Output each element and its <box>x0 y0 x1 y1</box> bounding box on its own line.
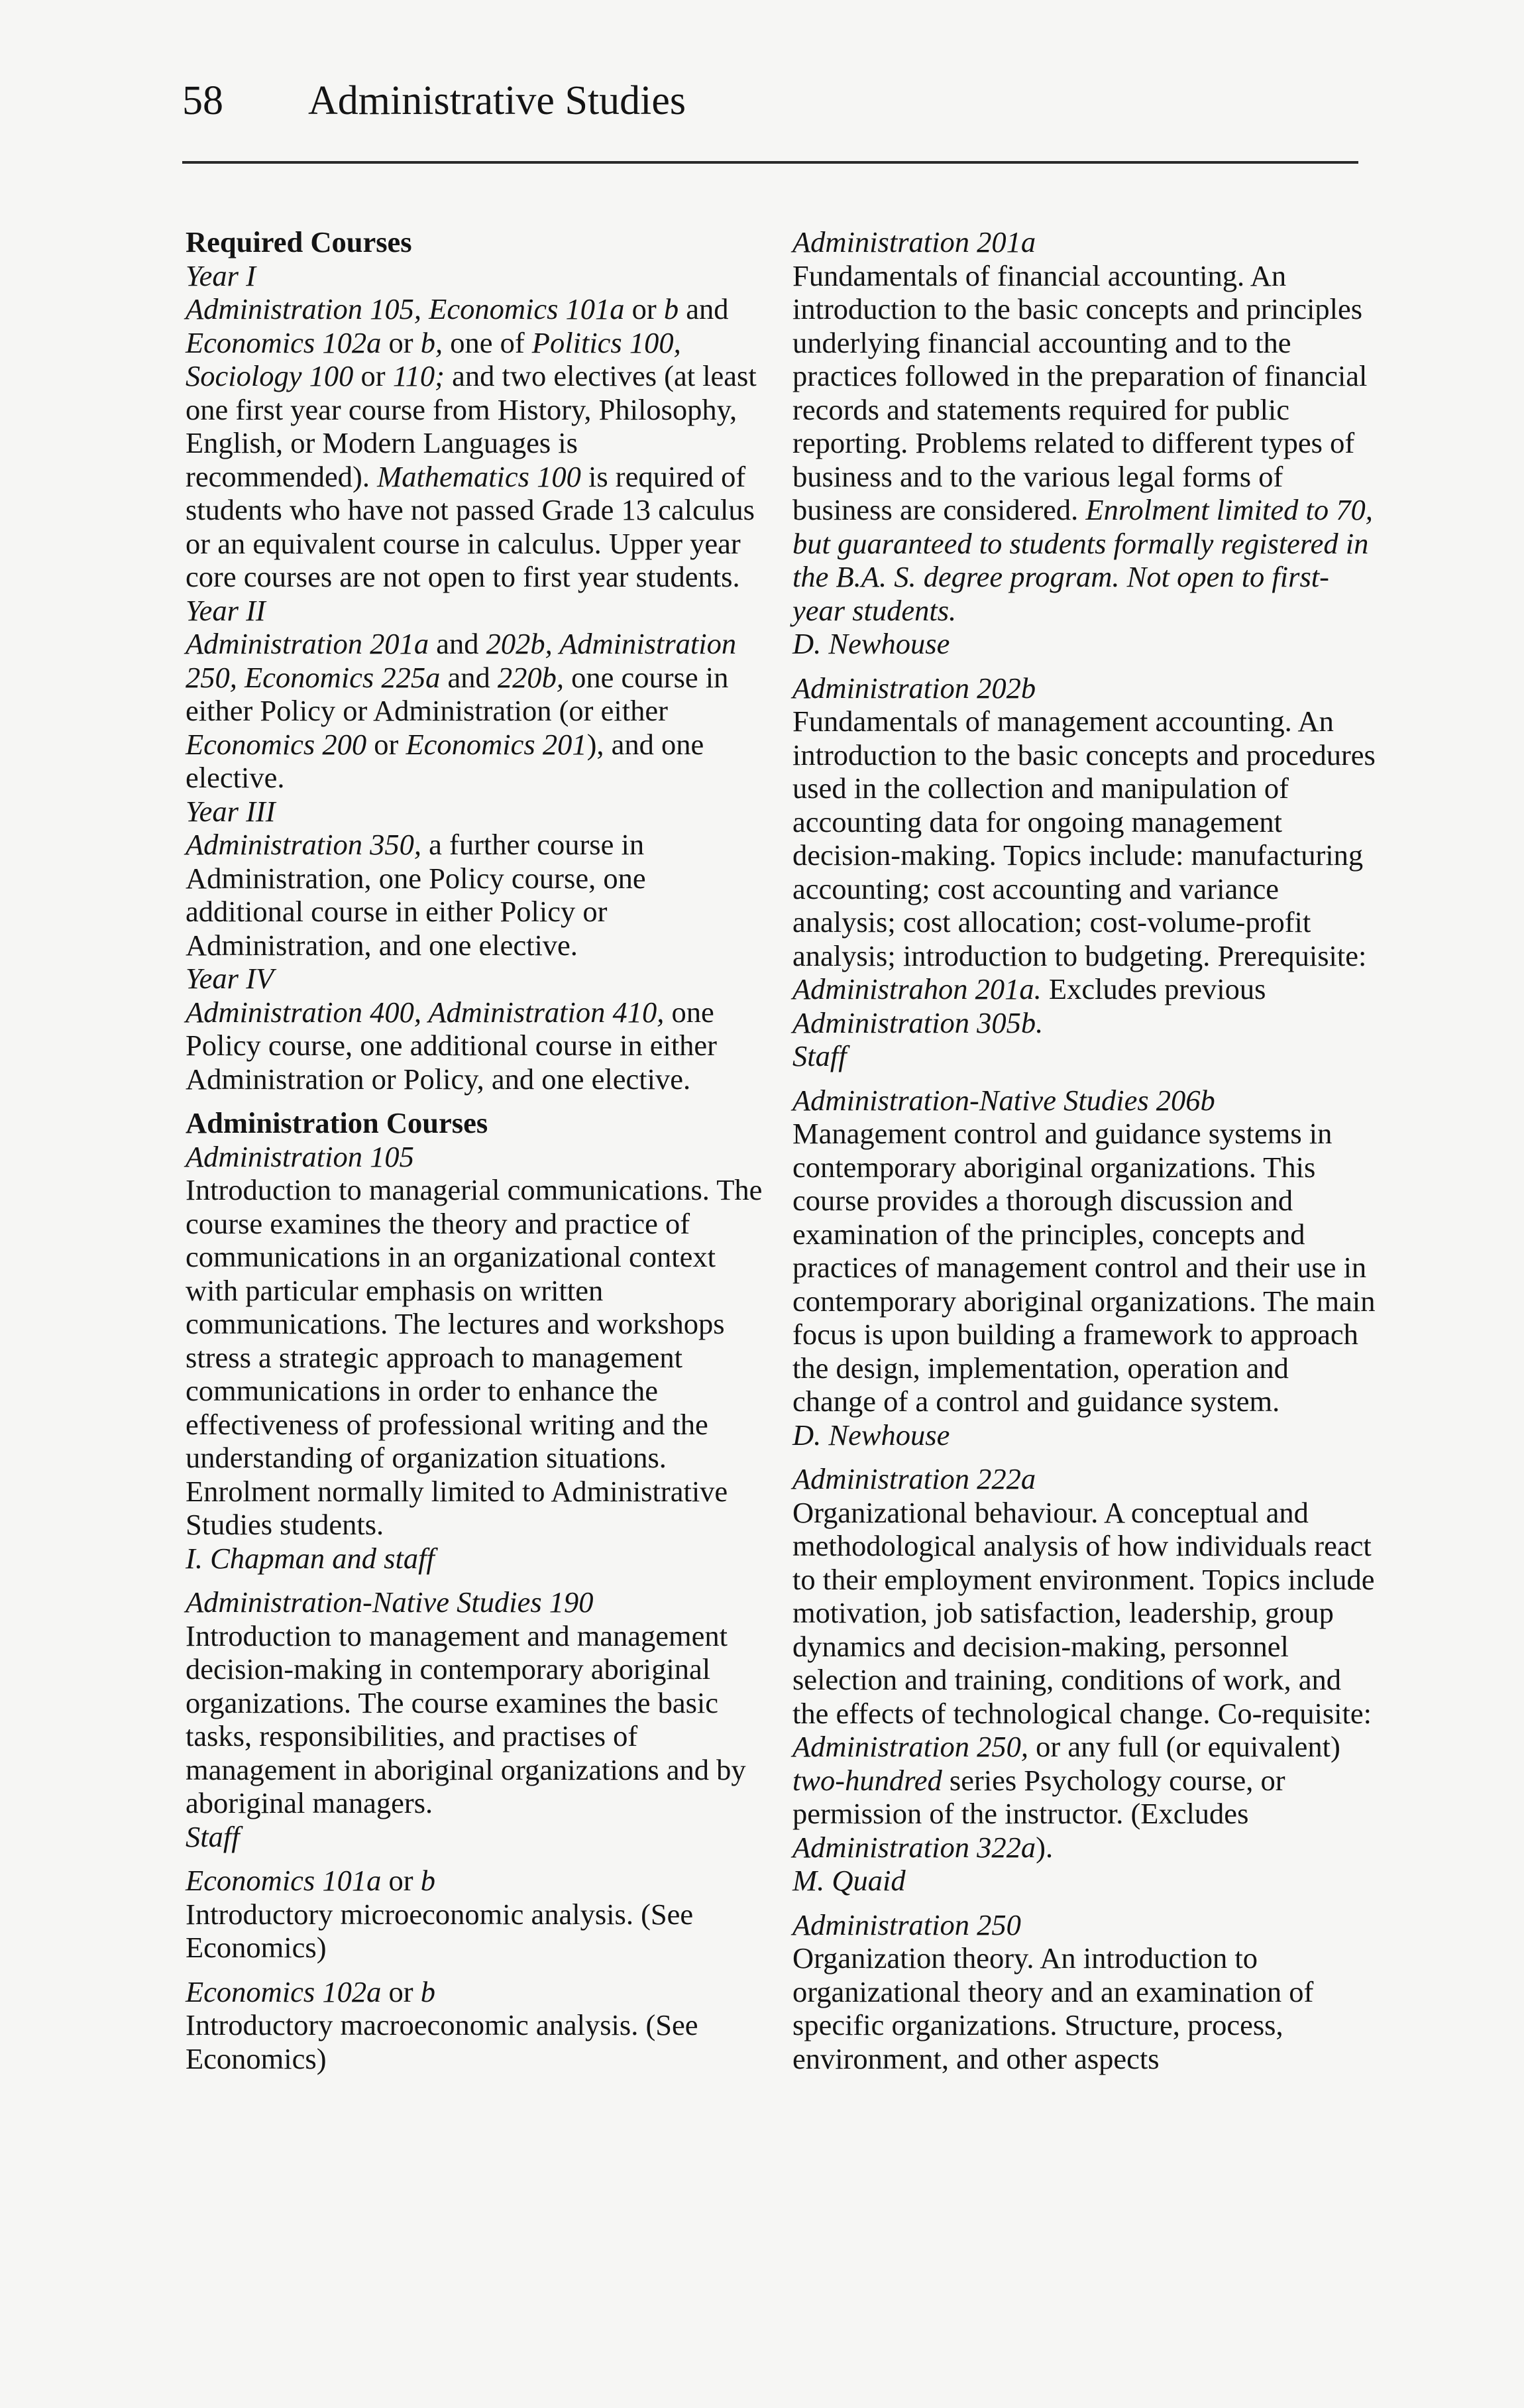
text-segment: a further course in Administration, one Policy course, one additional course in either Policy or Administration, and one elective. <box>186 828 646 962</box>
paragraph <box>186 1173 769 1542</box>
text-segment: b <box>420 1864 435 1897</box>
text-segment: Administration 201a <box>186 627 429 660</box>
right-column <box>792 225 1376 2075</box>
text-segment: Politics 100, Sociology 100 <box>186 325 681 392</box>
paragraph <box>792 1941 1376 2075</box>
text-segment: Administration 250, <box>792 1730 1029 1763</box>
left-column <box>186 225 769 2075</box>
italic-line: Administration-Native Studies 206b <box>792 1083 1215 1117</box>
italic-line: Year I <box>186 258 256 292</box>
header-rule <box>182 161 1358 164</box>
paragraph <box>186 292 769 594</box>
text-segment: Administrahon 201a. <box>792 972 1042 1005</box>
text-segment: b, <box>420 325 443 359</box>
text-segment: one Policy course, one additional course in either Administration or Policy, and one elective. <box>186 995 717 1096</box>
text-segment: is required of students who have not passed Grade 13 calculus or an equivalent course in calculus. Upper year core courses are not open to first year students. <box>186 459 755 593</box>
italic-line: Administration 105 <box>186 1139 414 1173</box>
text-segment: 220b, <box>497 660 565 694</box>
paragraph <box>792 705 1376 1039</box>
text-segment: Economics 101a <box>186 1864 382 1897</box>
italic-line: Staff <box>186 1819 240 1853</box>
text-segment: Introductory microeconomic analysis. (See Economics) <box>186 1897 694 1964</box>
text-segment: series Psychology course, or permission of the instructor. (Excludes <box>792 1763 1285 1830</box>
text-segment: 110; <box>392 359 445 392</box>
paragraph <box>186 828 769 962</box>
italic-line: Administration-Native Studies 190 <box>186 1585 594 1619</box>
text-segment: Administration 322a <box>792 1830 1036 1864</box>
text-segment: and <box>679 292 729 325</box>
text-segment: Administration 350, <box>186 828 422 861</box>
italic-line: Administration 250 <box>792 1908 1021 1941</box>
text-segment: Economics 102a <box>186 1975 382 2008</box>
text-segment: one course in either Policy or Administration (or either <box>186 660 729 727</box>
page-header <box>182 74 1358 127</box>
italic-line: Administration 222a <box>792 1462 1036 1495</box>
text-segment: Economics 200 <box>186 727 367 761</box>
text-segment: Administration 400, Administration 410, <box>186 995 665 1029</box>
italic-line: Administration 201a <box>792 225 1036 258</box>
italic-line: D. Newhouse <box>792 627 950 660</box>
paragraph <box>792 1496 1376 1864</box>
text-segment: b <box>663 292 679 325</box>
paragraph <box>186 1975 769 2009</box>
text-segment: Excludes previous <box>1041 972 1266 1005</box>
text-segment: Management control and guidance systems in contemporary aboriginal organizations. This course provides a thorough discussion and examination of the principles, concepts and practices of management control and their use in contemporary aboriginal organizations. The main focus is upon building a framework to approach the design, implementation, operation and change of a control and guidance system. <box>792 1117 1376 1418</box>
italic-line: M. Quaid <box>792 1864 906 1897</box>
text-segment: or <box>381 1864 421 1897</box>
italic-line: I. Chapman and staff <box>186 1541 435 1575</box>
text-segment: and two electives (at least one first year course from History, Philosophy, English, or Modern Languages is recommended). <box>186 359 757 493</box>
text-segment: one of <box>443 325 532 359</box>
text-segment: Introduction to managerial communications. The course examines the theory and practice of communications in an organizational context with particular emphasis on written communications. The lectures and workshops stress a strategic approach to management communications in order to enhance the effectiveness of professional writing and the understanding of organization situations. Enrolment normally limited to Administrative Studies students. <box>186 1173 763 1541</box>
paragraph <box>792 259 1376 628</box>
text-segment: Economics 102a <box>186 325 382 359</box>
text-segment: or <box>381 1975 421 2008</box>
italic-line: Year II <box>186 593 266 627</box>
italic-line: Year III <box>186 794 276 828</box>
text-segment: or any full (or equivalent) <box>1028 1730 1340 1763</box>
text-segment: b <box>420 1975 435 2008</box>
text-segment: 202b, Administration 250, Economics 225a <box>186 627 737 694</box>
text-segment: Organizational behaviour. A conceptual and methodological analysis of how individuals react to their employment environment. Topics include motivation, job satisfaction, leadership, group dynamics and decision-making, personnel selection and training, conditions of work, and the effects of technological change. Co-requisite: <box>792 1495 1375 1730</box>
paragraph <box>792 1117 1376 1418</box>
text-segment: Fundamentals of financial accounting. An introduction to the basic concepts and principles underlying financial accounting and to the practices followed in the preparation of financial records and statements required for public reporting. Problems related to different types of business and to the various legal forms of business are considered. <box>792 258 1368 526</box>
page-title: Administrative Studies <box>308 78 686 123</box>
italic-line: Year IV <box>186 962 274 995</box>
page-number: 58 <box>182 78 223 123</box>
section-heading: Administration Courses <box>186 1106 488 1139</box>
paragraph <box>186 627 769 795</box>
italic-line: D. Newhouse <box>792 1418 950 1452</box>
paragraph <box>186 2008 769 2075</box>
text-segment: Introduction to management and management decision-making in contemporary aboriginal organizations. The course examines the basic tasks, responsibilities, and practises of management in aboriginal organizations and by aboriginal managers. <box>186 1619 746 1819</box>
text-segment: Administration 305b. <box>792 1005 1044 1039</box>
text-segment: or <box>381 325 421 359</box>
italic-line: Administration 202b <box>792 671 1036 705</box>
text-segment: Economics 201 <box>406 727 587 761</box>
paragraph <box>186 1898 769 1965</box>
paragraph <box>186 1619 769 1820</box>
section-heading: Required Courses <box>186 225 412 258</box>
text-segment: Administration 105, Economics 101a <box>186 292 625 325</box>
text-segment: ), and one elective. <box>186 727 704 794</box>
paragraph <box>186 996 769 1096</box>
text-segment: two-hundred <box>792 1763 942 1797</box>
text-segment: Organization theory. An introduction to organizational theory and an examination of specific organizations. Structure, process, environment, and other aspects <box>792 1941 1314 2075</box>
italic-line: Staff <box>792 1039 847 1072</box>
text-segment: and <box>440 660 498 694</box>
text-segment: or <box>624 292 664 325</box>
text-segment: Enrolment limited to 70, but guaranteed to students formally registered in the B.A. S. degree program. Not open to first-year students. <box>792 493 1373 627</box>
paragraph <box>186 1864 769 1898</box>
text-segment: or <box>366 727 406 761</box>
text-segment: Mathematics 100 <box>377 459 581 493</box>
text-segment: and <box>429 627 486 660</box>
text-segment: ). <box>1036 1830 1054 1864</box>
text-segment: or <box>353 359 393 392</box>
text-segment: Introductory macroeconomic analysis. (See Economics) <box>186 2008 698 2075</box>
text-segment: Fundamentals of management accounting. An introduction to the basic concepts and procedures used in the collection and manipulation of accounting data for ongoing management decision-making. Topics include: manufacturing accounting; cost accounting and variance analysis; cost allocation; cost-volume-profit analysis; introduction to budgeting. Prerequisite: <box>792 705 1376 972</box>
